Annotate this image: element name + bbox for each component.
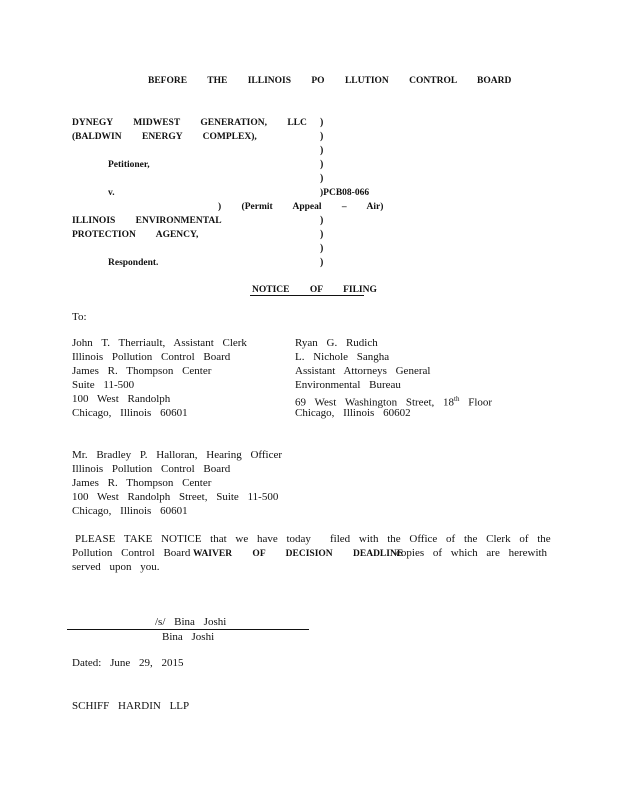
addressee-left-line: Illinois Pollution Control Board (72, 351, 231, 363)
addressee-right-line: L. Nichole Sangha (295, 351, 390, 363)
to-label: To: (72, 311, 87, 323)
case-type: ) (Permit Appeal – Air) (218, 202, 384, 212)
street-superscript: th (454, 395, 460, 403)
petitioner-name: DYNEGY MIDWEST GENERATION, LLC (72, 118, 307, 128)
respondent-role: Respondent. (108, 258, 159, 268)
firm-name: SCHIFF HARDIN LLP (72, 700, 190, 712)
signature-s-line: /s/ Bina Joshi (155, 616, 227, 628)
board-heading: BEFORE THE ILLINOIS PO LLUTION CONTROL BOARD (148, 76, 512, 86)
addressee-third-line: 100 West Randolph Street, Suite 11-500 (72, 491, 279, 503)
addressee-right-line: Ryan G. Rudich (295, 337, 378, 349)
addressee-left-line: Chicago, Illinois 60601 (72, 407, 188, 419)
caption-paren: ) (320, 159, 324, 170)
petitioner-facility: (BALDWIN ENERGY COMPLEX), (72, 132, 257, 142)
body-line-2a: Pollution Control Board (72, 547, 191, 559)
caption-parens-bottom (320, 214, 323, 270)
addressee-third-line: James R. Thompson Center (72, 477, 212, 489)
dated-line: Dated: June 29, 2015 (72, 657, 184, 669)
body-line-2b: copies of which are herewith (396, 547, 548, 559)
street-text: 69 West Washington Street, 18 (295, 396, 455, 409)
case-number: )PCB08-066 (320, 188, 370, 198)
caption-paren: ) (320, 173, 324, 184)
addressee-third-line: Illinois Pollution Control Board (72, 463, 231, 475)
addressee-third-line: Mr. Bradley P. Halloran, Hearing Officer (72, 449, 283, 461)
addressee-right-line: Chicago, Illinois 60602 (295, 407, 411, 419)
addressee-third-line: Chicago, Illinois 60601 (72, 505, 188, 517)
body-line-1a: PLEASE TAKE NOTICE that we have today (75, 533, 311, 545)
addressee-right-line: Environmental Bureau (295, 379, 401, 391)
body-line-1b: filed with the Office of the Clerk of the (330, 533, 551, 545)
caption-paren: ) (320, 117, 324, 128)
addressee-left-line: James R. Thompson Center (72, 365, 212, 377)
street-floor: Floor (459, 396, 493, 409)
caption-paren: ) (320, 131, 324, 142)
addressee-right-line: Assistant Attorneys General (295, 365, 431, 377)
body-line-3: served upon you. (72, 561, 160, 573)
document-name: WAIVER OF DECISION DEADLINE (193, 549, 404, 559)
caption-paren: ) (320, 229, 324, 240)
addressee-left-line: 100 West Randolph (72, 393, 171, 405)
addressee-left-line: John T. Therriault, Assistant Clerk (72, 337, 247, 349)
versus-label: v. (108, 188, 115, 198)
caption-paren: ) (320, 257, 324, 268)
caption-paren: ) (320, 215, 324, 226)
caption-paren: ) (320, 243, 324, 254)
caption-paren: ) (320, 145, 324, 156)
respondent-agency: PROTECTION AGENCY, (72, 230, 199, 240)
respondent-name: ILLINOIS ENVIRONMENTAL (72, 216, 222, 226)
addressee-left-line: Suite 11-500 (72, 379, 135, 391)
notice-title-underline (250, 295, 364, 296)
notice-title: NOTICE OF FILING (252, 285, 377, 295)
signer-name: Bina Joshi (162, 631, 215, 643)
petitioner-role: Petitioner, (108, 160, 150, 170)
caption-parens-top (320, 116, 323, 186)
